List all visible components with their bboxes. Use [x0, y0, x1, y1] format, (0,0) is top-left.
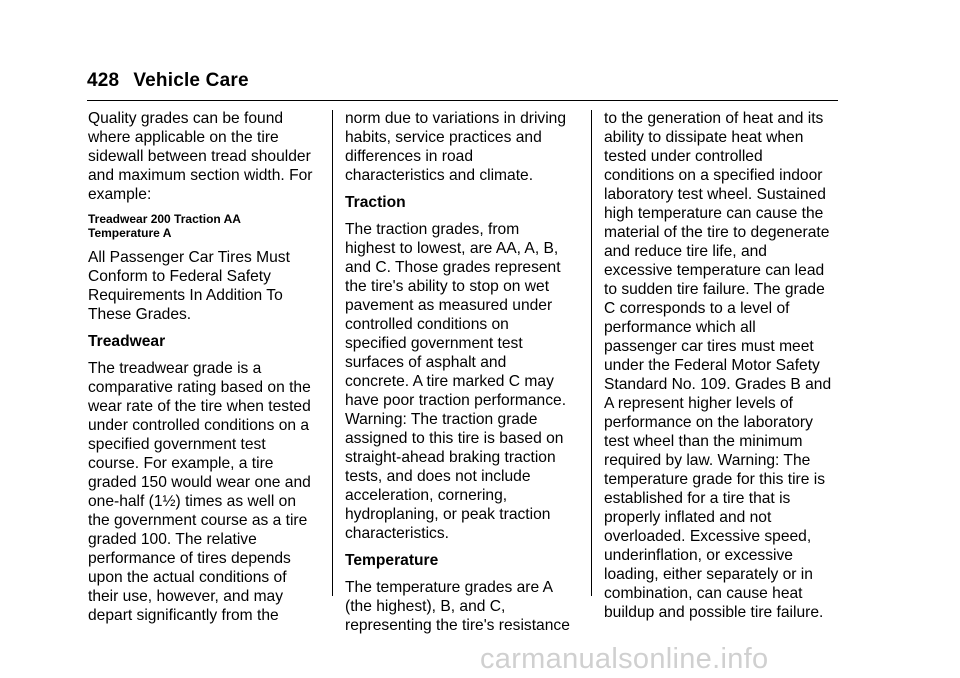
- text-line: the tire's ability to stop on wet: [345, 278, 550, 295]
- text-line: temperature grade for this tire is: [604, 471, 826, 488]
- text-line: sidewall between tread shoulder: [88, 148, 311, 165]
- text-line: assigned to this tire is based on: [345, 430, 564, 447]
- text-line: where applicable on the tire: [88, 129, 279, 146]
- text-line: hydroplaning, or peak traction: [345, 506, 551, 523]
- text-line: high temperature can cause the: [604, 205, 824, 222]
- column-divider-1: [332, 110, 333, 596]
- text-line: Treadwear 200 Traction AA: [88, 212, 241, 226]
- text-line: passenger car tires must meet: [604, 338, 814, 355]
- text-line: The temperature grades are A: [345, 579, 554, 596]
- text-line: properly inflated and not: [604, 509, 772, 526]
- paragraph: [88, 359, 328, 625]
- block-spacer: [88, 240, 328, 248]
- text-line: upon the actual conditions of: [88, 569, 287, 586]
- text-line: excessive temperature can lead: [604, 262, 825, 279]
- text-line: material of the tire to degenerate: [604, 224, 830, 241]
- text-line: the government course as a tire: [88, 512, 308, 529]
- text-line: and maximum section width. For: [88, 167, 313, 184]
- paragraph: [345, 578, 585, 635]
- text-line: These Grades.: [88, 306, 192, 323]
- text-line: (the highest), B, and C,: [345, 598, 506, 615]
- section-heading: [345, 193, 585, 212]
- text-line: to the generation of heat and its: [604, 110, 824, 127]
- text-line: their use, however, and may: [88, 588, 284, 605]
- text-line: characteristics.: [345, 525, 449, 542]
- text-line: have poor traction performance.: [345, 392, 567, 409]
- text-line: one-half (1½) times as well on: [88, 493, 297, 510]
- text-line: underinflation, or excessive: [604, 547, 793, 564]
- paragraph: [604, 109, 844, 622]
- text-line: acceleration, cornering,: [345, 487, 508, 504]
- grade-example: [88, 212, 328, 240]
- text-line: A represent higher levels of: [604, 395, 793, 412]
- text-line: tests, and does not include: [345, 468, 531, 485]
- text-line: course. For example, a tire: [88, 455, 274, 472]
- text-line: specified government test: [88, 436, 266, 453]
- paragraph: [88, 248, 328, 324]
- text-line: ability to dissipate heat when: [604, 129, 804, 146]
- text-line: performance on the laboratory: [604, 414, 813, 431]
- text-line: Traction: [345, 194, 406, 211]
- text-line: graded 100. The relative: [88, 531, 257, 548]
- text-column-1: [88, 109, 328, 625]
- text-line: specified government test: [345, 335, 523, 352]
- text-line: Temperature A: [88, 226, 172, 240]
- text-line: Temperature: [345, 552, 439, 569]
- text-line: buildup and possible tire failure.: [604, 604, 824, 621]
- text-line: Conform to Federal Safety: [88, 268, 271, 285]
- text-line: under controlled conditions on a: [88, 417, 310, 434]
- text-line: overloaded. Excessive speed,: [604, 528, 812, 545]
- text-line: pavement as measured under: [345, 297, 553, 314]
- text-line: laboratory test wheel. Sustained: [604, 186, 826, 203]
- text-line: conditions on a specified indoor: [604, 167, 823, 184]
- paragraph: [345, 220, 585, 543]
- block-spacer: [345, 212, 585, 220]
- text-line: and C. Those grades represent: [345, 259, 561, 276]
- text-line: Quality grades can be found: [88, 110, 284, 127]
- text-line: performance of tires depends: [88, 550, 291, 567]
- text-line: habits, service practices and: [345, 129, 542, 146]
- text-line: test wheel than the minimum: [604, 433, 803, 450]
- page-number: 428: [87, 70, 120, 91]
- text-line: Warning: The traction grade: [345, 411, 538, 428]
- text-line: Treadwear: [88, 333, 166, 350]
- page-header: [87, 70, 249, 92]
- text-line: The traction grades, from: [345, 221, 520, 238]
- text-line: example:: [88, 186, 152, 203]
- text-line: combination, can cause heat: [604, 585, 803, 602]
- text-line: established for a tire that is: [604, 490, 791, 507]
- text-line: concrete. A tire marked C may: [345, 373, 554, 390]
- text-line: characteristics and climate.: [345, 167, 534, 184]
- text-line: highest to lowest, are AA, A, B,: [345, 240, 559, 257]
- text-line: and reduce tire life, and: [604, 243, 767, 260]
- paragraph: [88, 109, 328, 204]
- text-line: The treadwear grade is a: [88, 360, 262, 377]
- text-line: differences in road: [345, 148, 474, 165]
- text-line: tested under controlled: [604, 148, 763, 165]
- text-column-2: [345, 109, 585, 635]
- text-line: norm due to variations in driving: [345, 110, 567, 127]
- section-heading: [88, 332, 328, 351]
- text-line: required by law. Warning: The: [604, 452, 811, 469]
- text-line: Requirements In Addition To: [88, 287, 283, 304]
- text-line: performance which all: [604, 319, 756, 336]
- text-line: surfaces of asphalt and: [345, 354, 507, 371]
- block-spacer: [345, 570, 585, 578]
- text-line: controlled conditions on: [345, 316, 509, 333]
- block-spacer: [345, 543, 585, 551]
- text-line: Standard No. 109. Grades B and: [604, 376, 832, 393]
- text-line: C corresponds to a level of: [604, 300, 790, 317]
- text-column-3: [604, 109, 844, 622]
- section-heading: [345, 551, 585, 570]
- block-spacer: [88, 351, 328, 359]
- text-line: loading, either separately or in: [604, 566, 813, 583]
- text-line: under the Federal Motor Safety: [604, 357, 820, 374]
- text-line: representing the tire's resistance: [345, 617, 570, 634]
- text-line: depart significantly from the: [88, 607, 279, 624]
- block-spacer: [88, 324, 328, 332]
- text-line: comparative rating based on the: [88, 379, 311, 396]
- paragraph: [345, 109, 585, 185]
- block-spacer: [345, 185, 585, 193]
- text-line: wear rate of the tire when tested: [88, 398, 311, 415]
- header-rule: [87, 100, 838, 101]
- text-line: to sudden tire failure. The grade: [604, 281, 825, 298]
- text-line: graded 150 would wear one and: [88, 474, 311, 491]
- watermark: carmanualsonline.info: [480, 643, 769, 675]
- text-line: straight-ahead braking traction: [345, 449, 556, 466]
- column-divider-2: [591, 110, 592, 596]
- section-title: Vehicle Care: [133, 70, 249, 91]
- block-spacer: [88, 204, 328, 212]
- text-line: All Passenger Car Tires Must: [88, 249, 290, 266]
